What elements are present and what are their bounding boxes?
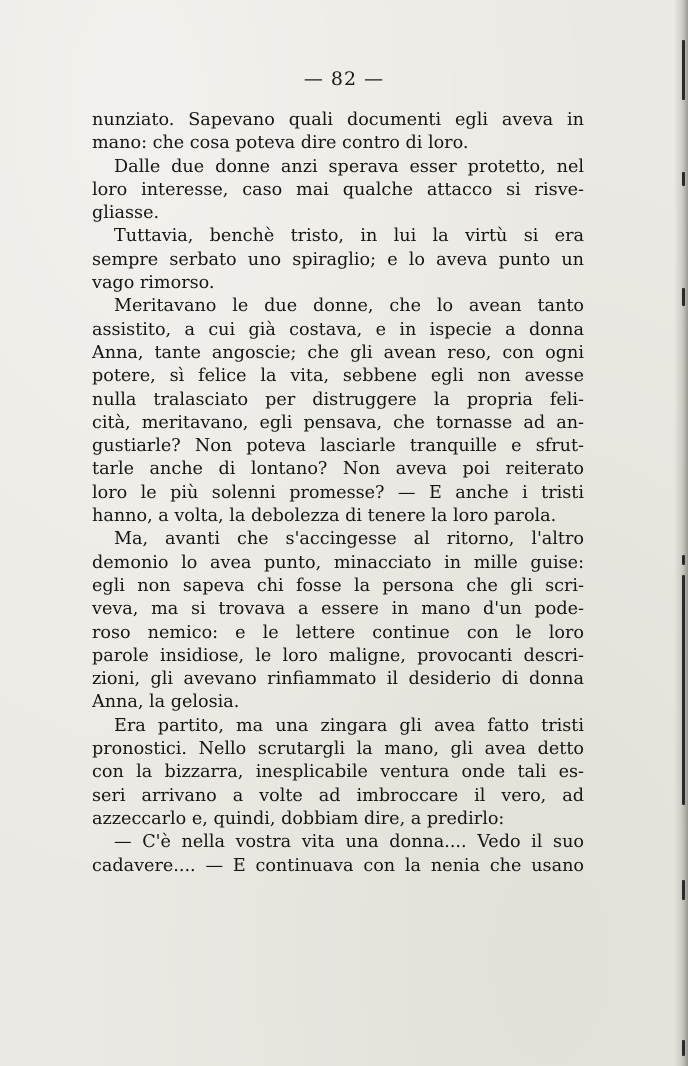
text-line: hanno, a volta, la debolezza di tenere la loro parola.: [92, 506, 557, 527]
text-line: potere, sì felice la vita, sebbene egli non avesse: [92, 366, 584, 387]
text-line: azzeccarlo e, quindi, dobbiam dire, a predirlo:: [92, 808, 505, 829]
edge-mark: [682, 1040, 685, 1056]
text-line: egli non sapeva chi fosse la persona che gli scri-: [92, 575, 584, 596]
text-line: assistito, a cui già costava, e in ispecie a donna: [92, 319, 584, 340]
text-line: zioni, gli avevano rinfiammato il desiderio di donna: [92, 669, 584, 690]
text-line: seri arrivano a volte ad imbroccare il vero, ad: [92, 785, 584, 806]
text-line: veva, ma si trovava a essere in mano d'un pode-: [92, 599, 584, 620]
text-line: loro le più solenni promesse? — E anche i tristi: [92, 482, 584, 503]
text-line: tarle anche di lontano? Non aveva poi reiterato: [92, 459, 584, 480]
text-line: cadavere.... — E continuava con la nenia che usano: [92, 855, 584, 876]
text-line: parole insidiose, le loro maligne, provocanti descri-: [92, 645, 584, 666]
text-line: Meritavano le due donne, che lo avean tanto: [114, 296, 584, 317]
text-line: Anna, la gelosia.: [92, 692, 240, 713]
text-line: vago rimorso.: [92, 273, 215, 294]
text-line: mano: che cosa poteva dire contro di loro.: [92, 133, 469, 154]
text-line: loro interesse, caso mai qualche attacco si risve-: [92, 179, 584, 200]
text-line: con la bizzarra, inesplicabile ventura onde tali es-: [92, 762, 584, 783]
edge-mark: [682, 575, 685, 805]
text-line: cità, meritavano, egli pensava, che tornasse ad an-: [92, 412, 584, 433]
text-line: nunziato. Sapevano quali documenti egli aveva in: [92, 110, 584, 130]
body-text: [92, 109, 584, 878]
edge-mark: [682, 288, 685, 306]
text-line: gustiarle? Non poteva lasciarle tranquille e sfrut-: [92, 436, 584, 457]
text-line: Dalle due donne anzi sperava esser protetto, nel: [114, 156, 584, 177]
text-line: gliasse.: [92, 203, 160, 224]
page-number: — 82 —: [303, 68, 385, 90]
text-line: Era partito, ma una zingara gli avea fatto tristi: [114, 715, 584, 736]
page-edge-shadow: [674, 0, 688, 1066]
text-line: — C'è nella vostra vita una donna.... Vedo il suo: [114, 832, 584, 853]
edge-mark: [682, 555, 685, 565]
text-line: demonio lo avea punto, minacciato in mille guise:: [92, 552, 584, 573]
text-line: Anna, tante angoscie; che gli avean reso, con ogni: [92, 342, 584, 363]
text-line: sempre serbato uno spiraglio; e lo aveva punto un: [92, 249, 584, 270]
edge-mark: [682, 880, 685, 900]
text-line: Ma, avanti che s'accingesse al ritorno, l'altro: [114, 529, 584, 550]
text-line: pronostici. Nello scrutargli la mano, gli avea detto: [92, 739, 584, 760]
text-line: Tuttavia, benchè tristo, in lui la virtù si era: [114, 226, 584, 247]
text-line: nulla tralasciato per distruggere la propria feli-: [92, 389, 584, 410]
edge-mark: [682, 172, 685, 186]
text-line: roso nemico: e le lettere continue con le loro: [92, 622, 584, 643]
